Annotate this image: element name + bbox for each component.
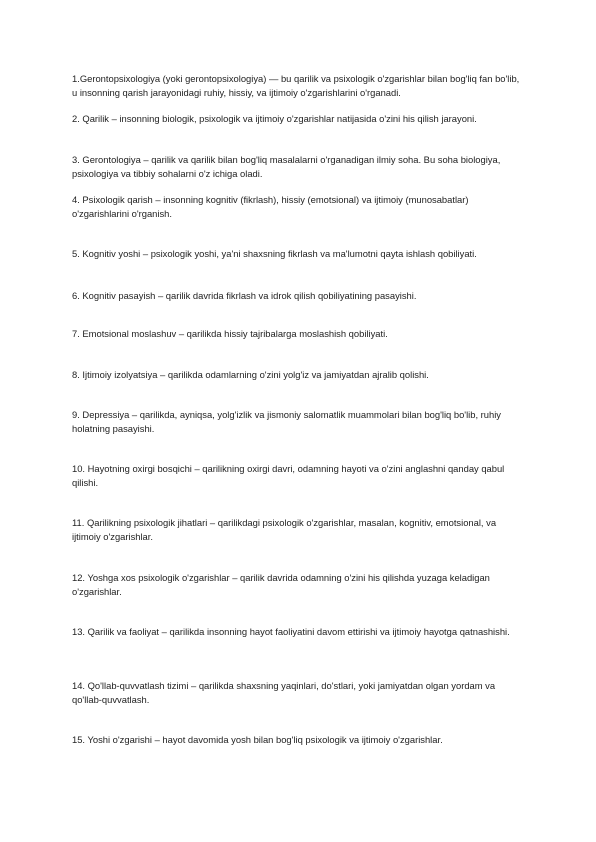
paragraph-11: 11. Qarilikning psixologik jihatlari – qarilikdagi psixologik o'zgarishlar, masalan, kognitiv, emotsional, va ijtimoiy o'zgarishlar.: [72, 517, 497, 542]
paragraph-7: 7. Emotsional moslashuv – qarilikda hissiy tajribalarga moslashish qobiliyati.: [72, 328, 388, 339]
paragraph-8: 8. Ijtimoiy izolyatsiya – qarilikda odamlarning o'zini yolg'iz va jamiyatdan ajralib qolishi.: [72, 369, 429, 380]
paragraph-9: 9. Depressiya – qarilikda, ayniqsa, yolg'izlik va jismoniy salomatlik muammolari bilan bog'liq bo'lib, ruhiy holatning pasayishi.: [72, 409, 501, 434]
paragraph-13: 13. Qarilik va faoliyat – qarilikda insonning hayot faoliyatini davom ettirishi va ijtimoiy hayotga qatnashishi.: [72, 626, 510, 637]
paragraph-14: 14. Qo'llab-quvvatlash tizimi – qarilikda shaxsning yaqinlari, do'stlari, yoki jamiyatdan olgan yordam va qo'llab-quvvatlash.: [72, 680, 496, 705]
paragraph-2: 2. Qarilik – insonning biologik, psixologik va ijtimoiy o'zgarishlar natijasida o'zini his qilish jarayoni.: [72, 113, 477, 124]
paragraph-6: 6. Kognitiv pasayish – qarilik davrida fikrlash va idrok qilish qobiliyatining pasayishi.: [72, 290, 417, 301]
paragraph-5: 5. Kognitiv yoshi – psixologik yoshi, ya'ni shaxsning fikrlash va ma'lumotni qayta ishlash qobiliyati.: [72, 248, 477, 259]
paragraph-12: 12. Yoshga xos psixologik o'zgarishlar – qarilik davrida odamning o'zini his qilishda yuzaga keladigan o'zgarishlar.: [72, 572, 490, 597]
paragraph-3: 3. Gerontologiya – qarilik va qarilik bilan bog'liq masalalarni o'rganadigan ilmiy soha. Bu soha biologiya, psixologiya va tibbiy sohalarni o'z ichiga oladi.: [72, 154, 501, 179]
paragraph-1: 1.Gerontopsixologiya (yoki gerontopsixologiya) — bu qarilik va psixologik o'zgarishlar bilan bog'liq fan bo'lib, u insonning qarish jarayonidagi ruhiy, hissiy, va ijtimoiy o'zgarishlarini o'rganadi.: [72, 73, 520, 98]
paragraph-10: 10. Hayotning oxirgi bosqichi – qarilikning oxirgi davri, odamning hayoti va o'zini anglashni qanday qabul qilishi.: [72, 463, 505, 488]
paragraph-15: 15. Yoshi o'zgarishi – hayot davomida yosh bilan bog'liq psixologik va ijtimoiy o'zgarishlar.: [72, 734, 443, 745]
paragraph-4: 4. Psixologik qarish – insonning kognitiv (fikrlash), hissiy (emotsional) va ijtimoiy (munosabatlar) o'zgarishlarini o'rganish.: [72, 194, 469, 219]
